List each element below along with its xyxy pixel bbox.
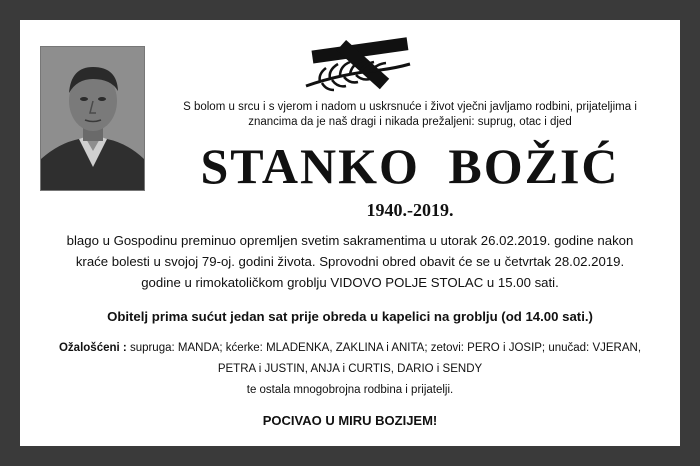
condolence-note: Obitelj prima sućut jedan sat prije obreda u kapelici na groblju (od 14.00 sati.) [107,309,593,324]
closing-blessing: POCIVAO U MIRU BOZIJEM! [262,413,438,428]
portrait-image [41,47,144,190]
intro-line-2: znancima da je naš dragi i nikada prežaljeni: suprug, otac i djed [248,116,572,128]
mourners-list [30,338,670,401]
mourners-names-1: supruga: MANDA; kćerke: MLADENKA, ZAKLINA i ANITA; zetovi: PERO i JOSIP; unučad: VJERAN, [129,342,642,354]
intro-line-1: S bolom u srcu i s vjerom i nadom u uskrsnuće i život vječni javljamo rodbini, prijateljima i [183,101,637,113]
body-line-3: godine u rimokatoličkom groblju VIDOVO POLJE STOLAC u 15.00 sati. [141,275,559,290]
mourners-line-3: te ostala mnogobrojna rodbina i prijatelji. [246,384,454,396]
deceased-name: STANKO BOŽIĆ [200,138,620,194]
cross-with-palm-icon [300,34,420,96]
life-years: 1940.-2019. [366,200,454,220]
obituary-notice [20,20,680,446]
death-announcement-text [30,230,670,293]
intro-text [150,100,670,130]
mourners-line-2: PETRA i JUSTIN, ANJA i CURTIS, DARIO i SENDY [217,363,483,375]
body-line-2: kraće bolesti u svojoj 79-oj. godini života. Sprovodni obred obavit će se u četvrtak 28.02.2019. [75,254,625,269]
mourners-label: Ožalošćeni : [58,342,127,354]
body-line-1: blago u Gospodinu preminuo opremljen svetim sakramentima u utorak 26.02.2019. godine nakon [66,233,634,248]
deceased-portrait-photo [40,46,145,191]
mourners-line-1 [30,338,670,359]
